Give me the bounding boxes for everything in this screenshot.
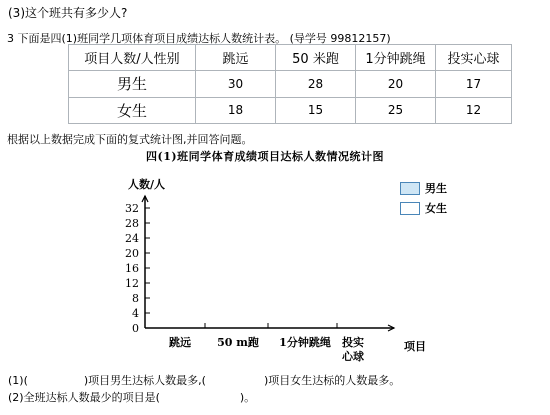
- table-cell: 15: [276, 97, 356, 124]
- question-3: (3)这个班共有多少人?: [8, 6, 128, 20]
- legend-label-boys: 男生: [425, 182, 447, 195]
- x-axis-label: 项目: [404, 340, 426, 353]
- y-tick-label: 0: [132, 322, 139, 335]
- x-tick-label: 投实: [342, 336, 364, 349]
- y-tick-label: 28: [125, 217, 139, 230]
- header-cell-rope-skipping: 1分钟跳绳: [356, 45, 436, 71]
- legend-label-girls: 女生: [425, 202, 447, 215]
- answer-2-prefix: (2)全班达标人数最少的项目是(: [8, 391, 160, 404]
- table-cell: 28: [276, 71, 356, 98]
- y-tick-label: 24: [125, 232, 139, 245]
- answer-1-middle: )项目男生达标人数最多,(: [83, 374, 206, 387]
- x-tick-label: 1分钟跳绳: [279, 336, 331, 349]
- answer-1-suffix: )项目女生达标的人数最多。: [263, 374, 401, 387]
- chart-instruction: 根据以上数据完成下面的复式统计图,并回答问题。: [7, 133, 253, 146]
- table-cell: 20: [356, 71, 436, 98]
- y-tick-label: 4: [132, 307, 139, 320]
- table-cell: 25: [356, 97, 436, 124]
- y-tick-label: 32: [125, 202, 139, 215]
- y-tick-label: 16: [125, 262, 139, 275]
- table-cell: 30: [196, 71, 276, 98]
- table-intro: 3 下面是四(1)班同学几项体育项目成绩达标人数统计表。 (导学号 99812157): [7, 32, 391, 45]
- y-tick-label: 20: [125, 247, 139, 260]
- answer-2: [8, 389, 255, 405]
- x-tick-label: 心球: [342, 350, 364, 363]
- y-tick-label: 12: [125, 277, 139, 290]
- header-cell-50m-run: 50 米跑: [276, 45, 356, 71]
- row-label-girls: 女生: [69, 97, 196, 124]
- table-cell: 12: [436, 97, 512, 124]
- chart-title: 四(1)班同学体育成绩项目达标人数情况统计图: [146, 150, 385, 163]
- answer-1: [8, 372, 400, 388]
- header-cell-corner: 项目人数/人性别: [69, 45, 196, 71]
- answer-1-prefix: (1)(: [8, 374, 28, 387]
- y-axis-label: 人数/人: [128, 178, 166, 191]
- x-tick-label: 跳远: [169, 336, 191, 349]
- table-cell: 18: [196, 97, 276, 124]
- table-cell: 17: [436, 71, 512, 98]
- answer-2-suffix: )。: [239, 391, 256, 404]
- row-label-boys: 男生: [69, 71, 196, 98]
- y-tick-label: 8: [132, 292, 139, 305]
- header-cell-long-jump: 跳远: [196, 45, 276, 71]
- header-cell-shot-put: 投实心球: [436, 45, 512, 71]
- x-tick-label: 50 m跑: [217, 336, 259, 349]
